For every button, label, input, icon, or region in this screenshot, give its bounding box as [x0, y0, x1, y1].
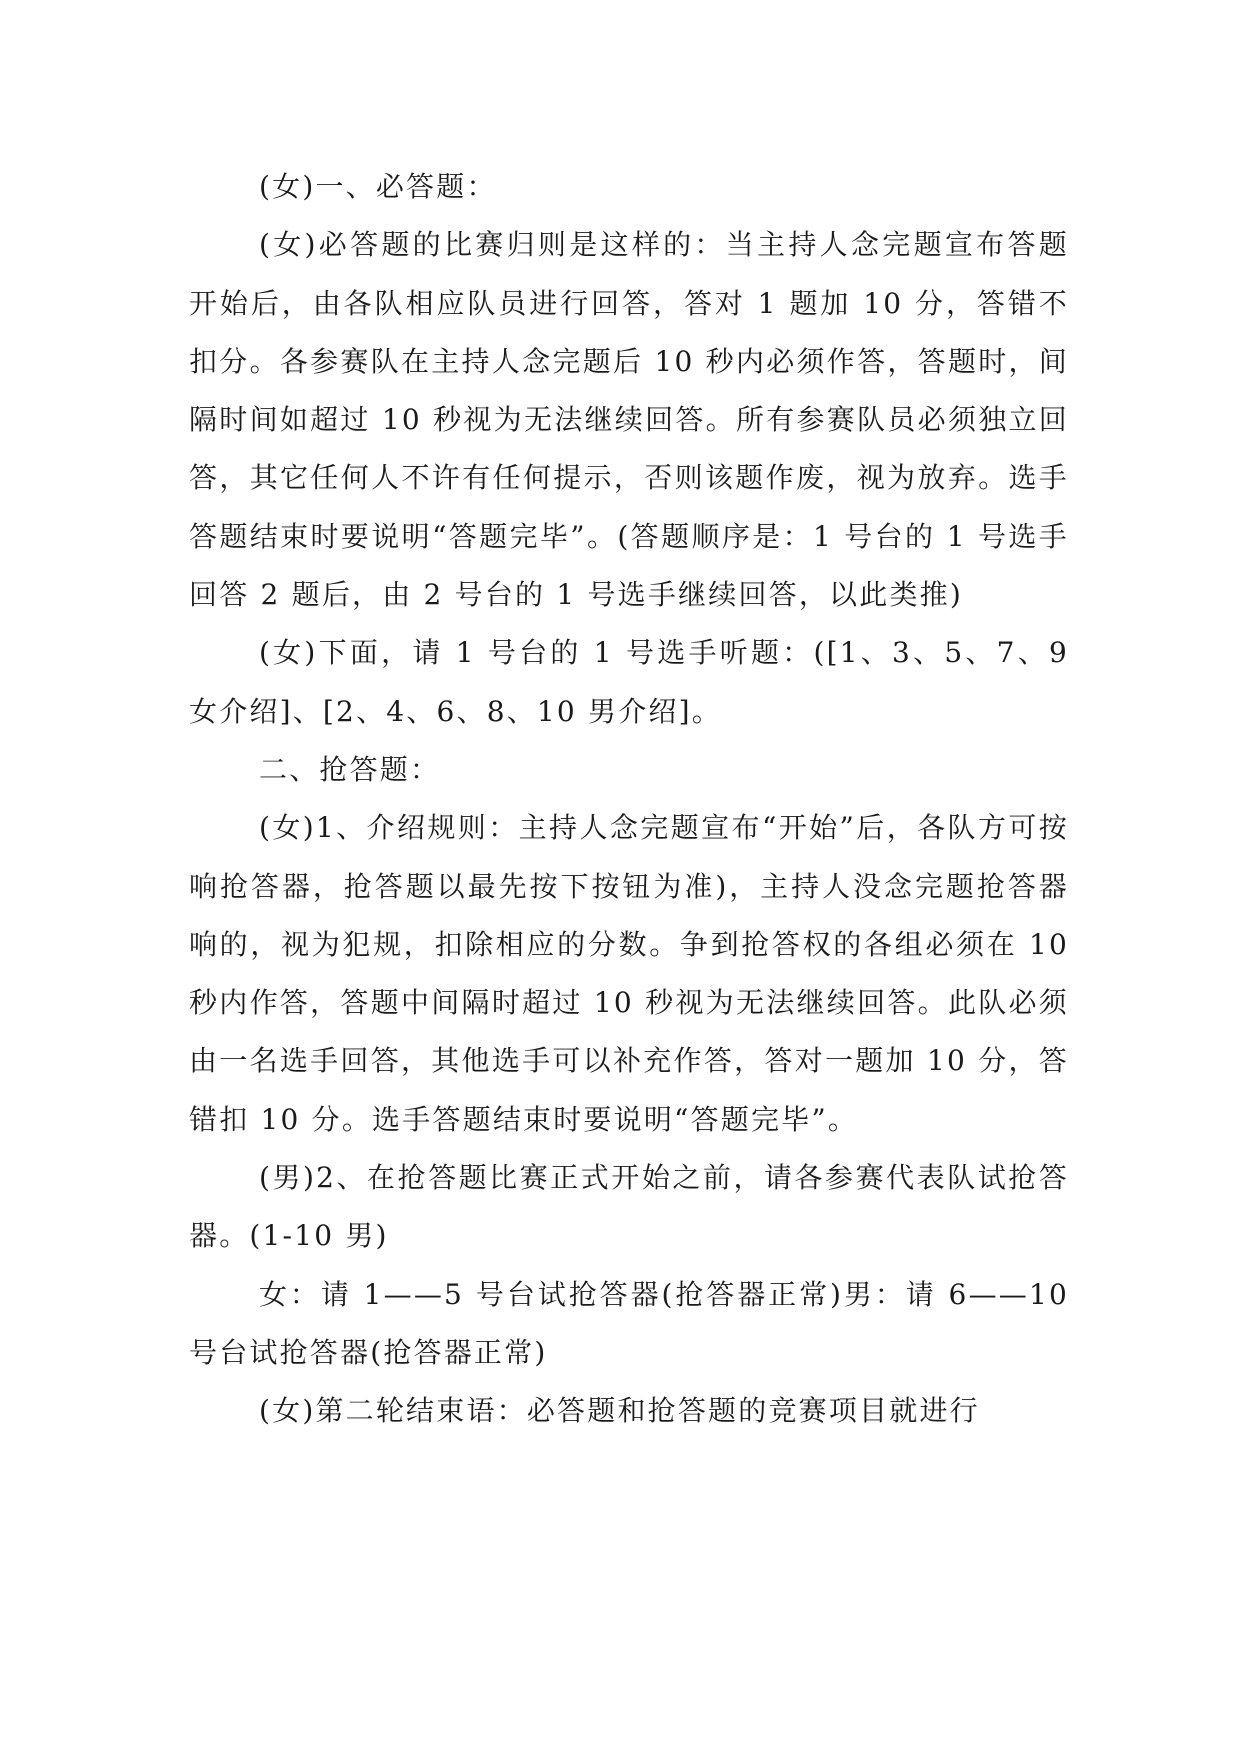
- document-body: [189, 158, 1069, 1441]
- section-heading-required-questions: (女)一、必答题：: [259, 170, 497, 203]
- paragraph-round-two-closing: (女)第二轮结束语：必答题和抢答题的竞赛项目就进行: [259, 1394, 980, 1428]
- section-heading-buzzer-questions: 二、抢答题：: [259, 752, 441, 786]
- paragraph-buzzer-rules: (女)1、介绍规则：主持人念完题宣布“开始”后，各队方可按响抢答器，抢答题以最先按下按钮为准)，主持人没念完题抢答器响的，视为犯规，扣除相应的分数。争到抢答权的各组必须在 10 秒内作答，答题中间隔时超过 10 秒视为无法继续回答。此队必须由一名选手回答，其他选手可以补充作答，答对一题加 10 分，答错扣 10 分。选手答题结束时要说明“答题完毕”。: [189, 811, 1069, 1136]
- paragraph-required-rules: (女)必答题的比赛归则是这样的：当主持人念完题宣布答题开始后，由各队相应队员进行回答，答对 1 题加 10 分，答错不扣分。各参赛队在主持人念完题后 10 秒内必须作答，答题时，间隔时间如超过 10 秒视为无法继续回答。所有参赛队员必须独立回答，其它任何人不许有任何提示，否则该题作废，视为放弃。选手答题结束时要说明“答题完毕”。(答题顺序是：1 号台的 1 号选手回答 2 题后，由 2 号台的 1 号选手继续回答，以此类推): [189, 228, 1069, 612]
- paragraph-buzzer-test: (男)2、在抢答题比赛正式开始之前，请各参赛代表队试抢答器。(1-10 男): [189, 1161, 1069, 1253]
- paragraph-buzzer-test-stations: 女：请 1——5 号台试抢答器(抢答器正常)男：请 6——10 号台试抢答器(抢答器正常): [189, 1277, 1069, 1369]
- paragraph-first-contestant: (女)下面，请 1 号台的 1 号选手听题：([1、3、5、7、9 女介绍]、[2、4、6、8、10 男介绍]。: [189, 636, 1069, 728]
